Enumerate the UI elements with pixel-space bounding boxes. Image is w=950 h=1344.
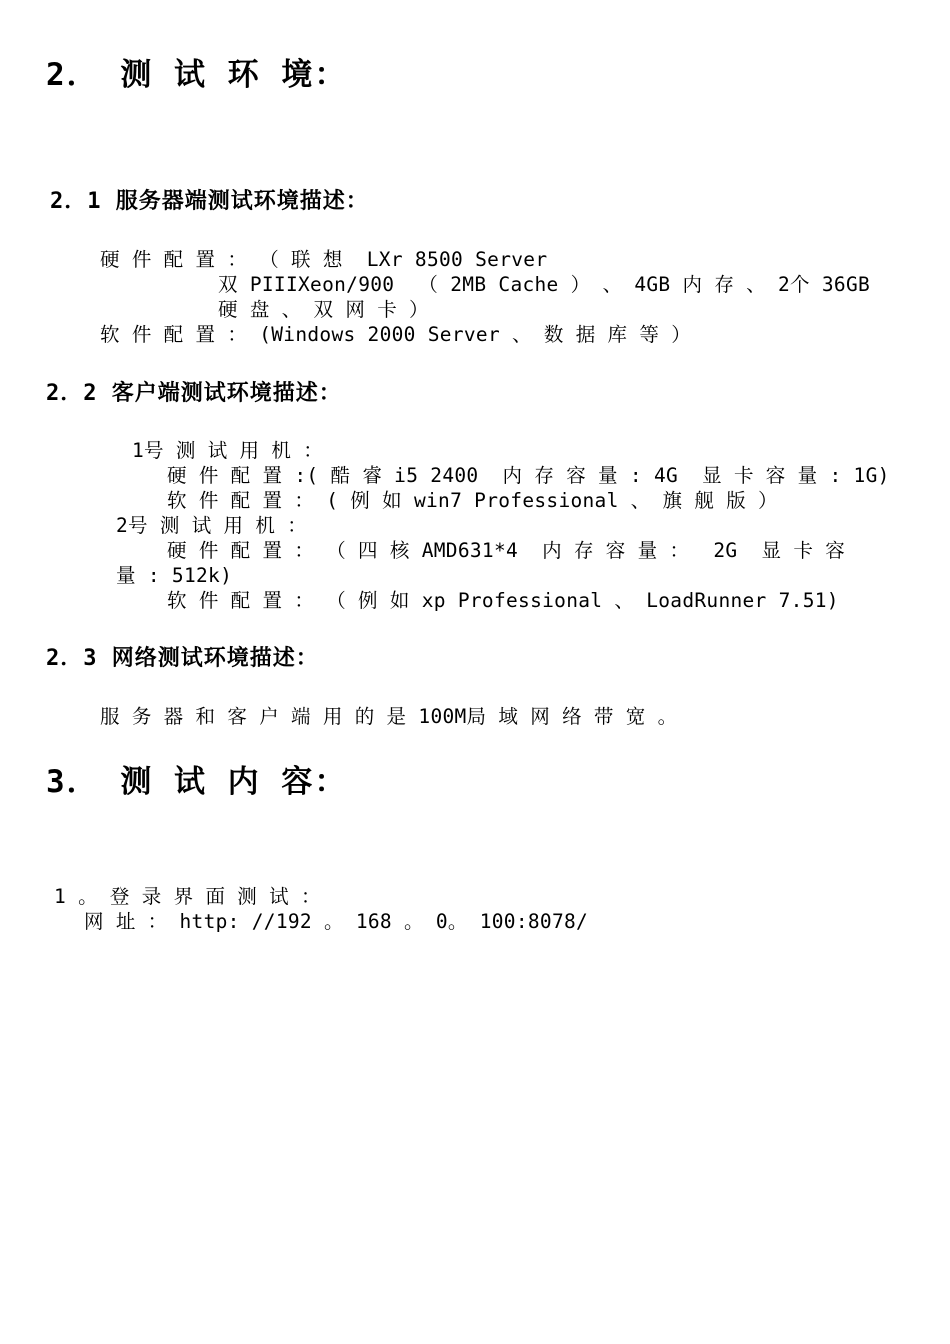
client-2-title: 2号 测 试 用 机 ： (116, 514, 308, 537)
section-3-heading: 3． 测 试 内 容： (46, 764, 348, 800)
client-2-hardware-cont: 量 : 512k) (116, 564, 233, 587)
server-hardware-line-2: 双 PIIIXeon/900 （ 2MB Cache ） 、 4GB 内 存 、 2个 36GB (218, 273, 871, 296)
login-url: 网 址 ： http: //192 。 168 。 0。 100:8078/ (84, 910, 589, 933)
server-hardware-line-3: 硬 盘 、 双 网 卡 ） (218, 298, 429, 321)
section-2-2-heading: 2．2 客户端测试环境描述： (46, 381, 342, 406)
client-1-software: 软 件 配 置 ： ( 例 如 win7 Professional 、 旗 舰 版 ） (167, 489, 778, 512)
client-2-software: 软 件 配 置 ： （ 例 如 xp Professional 、 LoadRunner 7.51) (167, 589, 839, 612)
section-2-heading: 2． 测 试 环 境： (46, 57, 348, 93)
network-description: 服 务 器 和 客 户 端 用 的 是 100M局 域 网 络 带 宽 。 (100, 705, 678, 728)
section-2-3-heading: 2．3 网络测试环境描述： (46, 646, 319, 671)
server-software-line: 软 件 配 置 ： (Windows 2000 Server 、 数 据 库 等 ） (100, 323, 692, 346)
server-hardware-line-1: 硬 件 配 置 ： （ 联 想 LXr 8500 Server (100, 248, 548, 271)
client-1-hardware: 硬 件 配 置 :( 酷 睿 i5 2400 内 存 容 量 : 4G 显 卡 容 量 : 1G) (167, 464, 890, 487)
login-test-title: 1 。 登 录 界 面 测 试 ： (54, 885, 321, 908)
section-2-1-heading: 2．1 服务器端测试环境描述： (50, 189, 369, 214)
client-2-hardware: 硬 件 配 置 ： （ 四 核 AMD631*4 内 存 容 量 ： 2G 显 卡 容 (167, 539, 845, 562)
client-1-title: 1号 测 试 用 机 ： (132, 439, 324, 462)
